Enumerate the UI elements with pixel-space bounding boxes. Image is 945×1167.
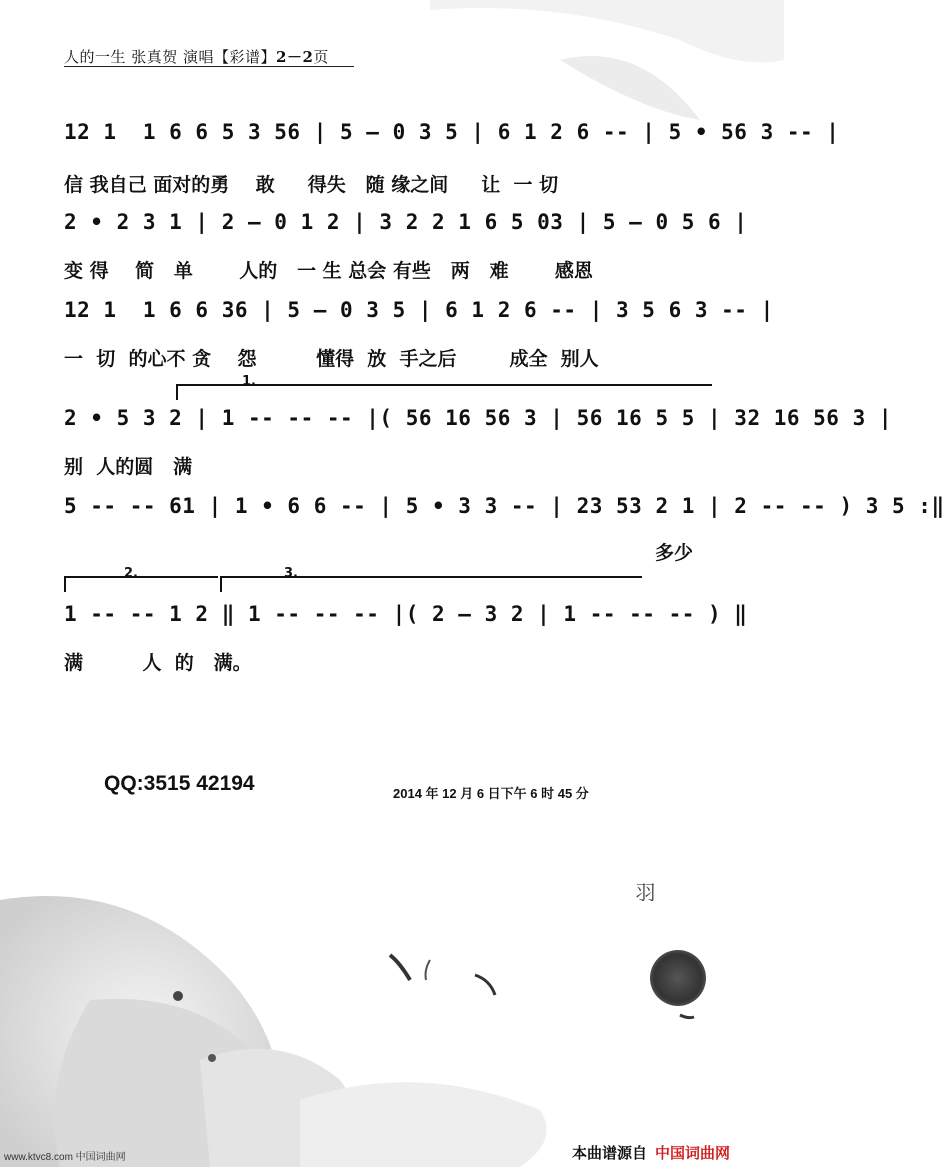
lyric-line-2: 变 得 简 单 人的 一 生 总会 有些 两 难 感恩	[64, 260, 593, 282]
header-underline	[64, 66, 354, 67]
page-header	[64, 46, 329, 67]
footer-right	[572, 1142, 730, 1163]
score-line-2: 2 • 2 3 1 | 2 – 0 1 2 | 3 2 2 1 6 5 03 | 5 – 0 5 6 |	[64, 210, 748, 234]
lyric-line-6: 满 人 的 满。	[64, 652, 252, 674]
signature-mark: 羽	[632, 882, 656, 902]
volta-2-label: 2.	[124, 566, 138, 581]
volta-1-label: 1.	[242, 374, 256, 389]
footer-left: www.ktvc8.com 中国词曲网	[4, 1152, 126, 1163]
score-line-6: 1 -- -- 1 2 ‖ 1 -- -- -- |( 2 – 3 2 | 1 -- -- -- ) ‖	[64, 602, 748, 626]
score-line-3: 12 1 1 6 6 36 | 5 – 0 3 5 | 6 1 2 6 -- | 3 5 6 3 -- |	[64, 298, 774, 322]
header-page-suffix: 页	[313, 48, 329, 66]
volta-1-bracket	[176, 374, 712, 400]
footer-site-link[interactable]: 中国词曲网	[655, 1145, 731, 1162]
seal-stamp	[650, 950, 706, 1006]
header-title: 人的一生 张真贺 演唱【彩谱】	[64, 48, 277, 66]
lyric-line-4: 别 人的圆 满	[64, 456, 193, 478]
volta-2-bracket	[64, 566, 218, 592]
footer-source-label: 本曲谱源自	[572, 1145, 648, 1162]
score-line-4: 2 • 5 3 2 | 1 -- -- -- |( 56 16 56 3 | 56 16 5 5 | 32 16 56 3 |	[64, 406, 893, 430]
lyric-line-1: 信 我自己 面对的勇 敢 得失 随 缘之间 让 一 切	[64, 174, 559, 196]
qq-number: QQ:3515 42194	[104, 772, 255, 795]
score-line-5: 5 -- -- 61 | 1 • 6 6 -- | 5 • 3 3 -- | 23 53 2 1 | 2 -- -- ) 3 5 :‖	[64, 494, 945, 518]
extra-lyric: 多少	[655, 542, 694, 564]
lyric-line-3: 一 切 的心不 贪 怨 懂得 放 手之后 成全 别人	[64, 348, 599, 370]
volta-3-bracket	[220, 566, 642, 592]
header-page: 2－2	[276, 48, 314, 66]
score-line-1: 12 1 1 6 6 5 3 56 | 5 – 0 3 5 | 6 1 2 6 -- | 5 • 56 3 -- |	[64, 120, 840, 144]
volta-3-label: 3.	[284, 566, 298, 581]
timestamp: 2014 年 12 月 6 日下午 6 时 45 分	[393, 786, 589, 801]
